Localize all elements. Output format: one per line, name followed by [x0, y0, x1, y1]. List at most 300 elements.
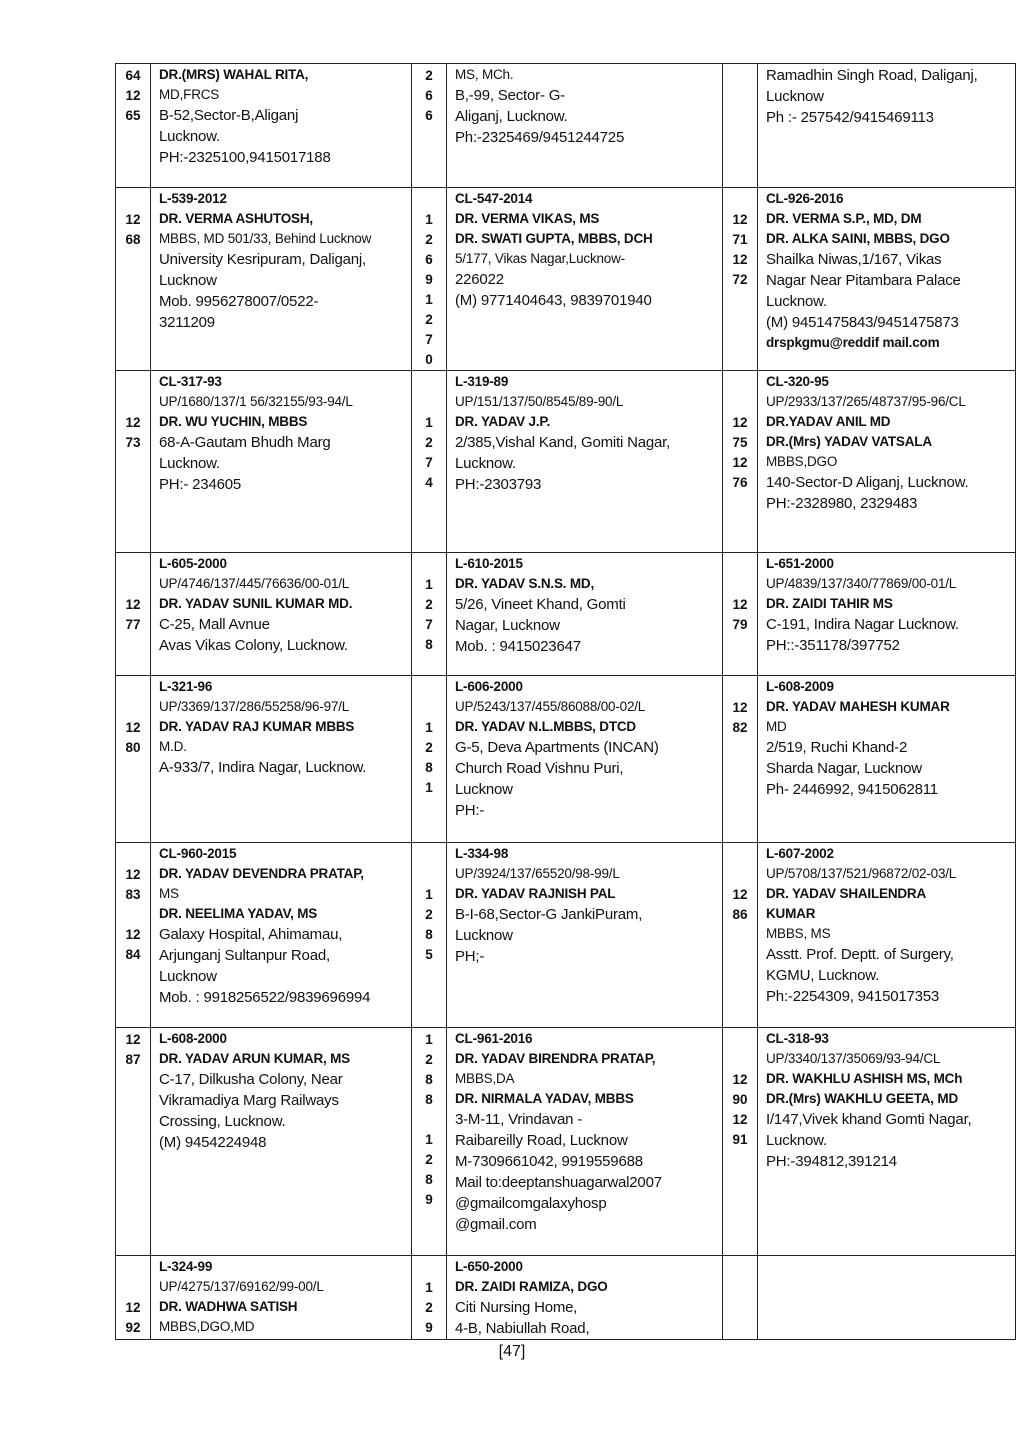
entry-line: L-324-99: [159, 1259, 213, 1274]
serial-number-digit: [116, 393, 150, 413]
serial-number-digit: 1: [425, 212, 433, 227]
serial-number-digit: 12: [732, 700, 748, 715]
serial-number-digit: 9: [425, 1320, 433, 1335]
directory-row: [116, 676, 1016, 843]
doctor-entry-cell: [758, 553, 1016, 676]
entry-line: Nagar Near Pitambara Palace: [766, 272, 961, 289]
serial-number-digit: 2: [425, 907, 433, 922]
entry-line: Lucknow: [455, 781, 513, 798]
serial-number-digit: 12: [732, 455, 748, 470]
entry-line: DR. YADAV ARUN KUMAR, MS: [159, 1051, 350, 1066]
doctor-entry-cell: [447, 1028, 723, 1256]
entry-line: DR. YADAV N.L.MBBS, DTCD: [455, 719, 636, 734]
entry-line: PH:- 234605: [159, 476, 242, 493]
entry-line: (M) 9771404643, 9839701940: [455, 292, 652, 309]
doctor-entry-cell: [758, 676, 1016, 843]
entry-line: PH::-351178/397752: [766, 637, 900, 654]
serial-number-digit: [723, 1030, 757, 1050]
serial-number-digit: [116, 698, 150, 718]
entry-line: CL-960-2015: [159, 846, 237, 861]
entry-line: MD: [766, 719, 787, 734]
entry-line: L-608-2000: [159, 1031, 227, 1046]
entry-line: C-25, Mall Avnue: [159, 616, 270, 633]
directory-row: [116, 188, 1016, 371]
entry-line: @gmail.com: [455, 1216, 537, 1233]
doctor-entry-cell: [758, 64, 1016, 188]
directory-row: [116, 553, 1016, 676]
entry-line: MBBS,DGO: [766, 454, 838, 469]
doctor-entry-cell: [758, 1028, 1016, 1256]
entry-line: Citi Nursing Home,: [455, 1299, 578, 1316]
entry-line: UP/151/137/50/8545/89-90/L: [455, 394, 624, 409]
entry-line: DR. YADAV BIRENDRA PRATAP,: [455, 1051, 656, 1066]
entry-line: Lucknow.: [159, 128, 220, 145]
serial-number-digit: 68: [125, 232, 141, 247]
entry-line: DR.(Mrs) YADAV VATSALA: [766, 434, 932, 449]
serial-number-cell: [412, 676, 447, 843]
serial-number-digit: 1: [425, 577, 433, 592]
entry-line: PH:-2328980, 2329483: [766, 495, 918, 512]
serial-number-digit: [412, 190, 446, 210]
entry-line: CL-961-2016: [455, 1031, 533, 1046]
serial-number-digit: 4: [425, 475, 433, 490]
serial-number-digit: 87: [125, 1052, 141, 1067]
serial-number-digit: 12: [732, 597, 748, 612]
entry-line: @gmailcomgalaxyhosp: [455, 1195, 607, 1212]
entry-line: M.D.: [159, 739, 187, 754]
entry-line: PH:-394812,391214: [766, 1153, 897, 1170]
serial-number-digit: 12: [732, 415, 748, 430]
entry-line: L-321-96: [159, 679, 213, 694]
entry-line: L-605-2000: [159, 556, 227, 571]
entry-line: UP/3369/137/286/55258/96-97/L: [159, 699, 350, 714]
serial-number-digit: 12: [125, 597, 141, 612]
serial-number-cell: [723, 371, 758, 553]
entry-line: L-539-2012: [159, 191, 227, 206]
entry-line: CL-926-2016: [766, 191, 844, 206]
entry-line: DR.(MRS) WAHAL RITA,: [159, 67, 309, 82]
serial-number-digit: 6: [425, 108, 433, 123]
entry-line: 2/385,Vishal Kand, Gomiti Nagar,: [455, 434, 671, 451]
serial-number-cell: [116, 843, 151, 1028]
entry-line: UP/2933/137/265/48737/95-96/CL: [766, 394, 966, 409]
serial-number-cell: [116, 1028, 151, 1256]
entry-line: PH:-: [455, 802, 485, 819]
entry-line: Mob. : 9918256522/9839696994: [159, 989, 371, 1006]
entry-line: L-610-2015: [455, 556, 523, 571]
entry-line: DR. NIRMALA YADAV, MBBS: [455, 1091, 634, 1106]
entry-line: DR. YADAV SHAILENDRA: [766, 886, 927, 901]
serial-number-digit: 72: [732, 272, 748, 287]
entry-line: L-651-2000: [766, 556, 834, 571]
serial-number-digit: 1: [425, 780, 433, 795]
serial-number-digit: 91: [732, 1132, 748, 1147]
serial-number-cell: [723, 843, 758, 1028]
entry-line: KGMU, Lucknow.: [766, 967, 880, 984]
entry-line: DR. YADAV J.P.: [455, 414, 550, 429]
serial-number-cell: [412, 843, 447, 1028]
entry-line: Lucknow.: [159, 455, 220, 472]
doctor-entry-cell: [447, 553, 723, 676]
doctor-entry-cell: [447, 843, 723, 1028]
directory-row: [116, 1028, 1016, 1256]
entry-line: MS, MCh.: [455, 67, 514, 82]
entry-line: Shailka Niwas,1/167, Vikas: [766, 251, 942, 268]
serial-number-digit: [723, 1050, 757, 1070]
serial-number-digit: 75: [732, 435, 748, 450]
serial-number-digit: 1: [425, 1032, 433, 1047]
entry-line: DR. WU YUCHIN, MBBS: [159, 414, 308, 429]
serial-number-digit: 6: [425, 252, 433, 267]
entry-line: MS: [159, 886, 179, 901]
serial-number-digit: [723, 865, 757, 885]
entry-line: A-933/7, Indira Nagar, Lucknow.: [159, 759, 367, 776]
entry-line: UP/4746/137/445/76636/00-01/L: [159, 576, 350, 591]
entry-line: DR.YADAV ANIL MD: [766, 414, 891, 429]
entry-line: Lucknow: [159, 272, 217, 289]
entry-line: DR. VERMA ASHUTOSH,: [159, 211, 313, 226]
page-number: [47]: [498, 1343, 526, 1360]
entry-line: DR. YADAV S.N.S. MD,: [455, 576, 595, 591]
doctor-entry-cell: [758, 188, 1016, 371]
serial-number-digit: 2: [425, 232, 433, 247]
doctor-entry-cell: [758, 843, 1016, 1028]
serial-number-digit: 12: [125, 212, 141, 227]
serial-number-digit: 2: [425, 68, 433, 83]
serial-number-digit: [412, 845, 446, 865]
serial-number-digit: 73: [125, 435, 141, 450]
serial-number-digit: 1: [425, 1132, 433, 1147]
serial-number-digit: [412, 555, 446, 575]
serial-number-digit: 12: [732, 1112, 748, 1127]
entry-line: DR. VERMA VIKAS, MS: [455, 211, 600, 226]
entry-line: MBBS, MS: [766, 926, 831, 941]
entry-line: UP/4839/137/340/77869/00-01/L: [766, 576, 957, 591]
entry-line: Ramadhin Singh Road, Daliganj,: [766, 67, 978, 84]
entry-line: Sharda Nagar, Lucknow: [766, 760, 922, 777]
directory-row: [116, 1256, 1016, 1340]
serial-number-digit: [116, 190, 150, 210]
entry-line: Mob. : 9415023647: [455, 638, 581, 655]
entry-line: DR. WADHWA SATISH: [159, 1299, 298, 1314]
serial-number-digit: 5: [425, 947, 433, 962]
entry-line: DR. NEELIMA YADAV, MS: [159, 906, 318, 921]
serial-number-digit: [723, 393, 757, 413]
serial-number-cell: [116, 553, 151, 676]
entry-line: 5/177, Vikas Nagar,Lucknow-: [455, 251, 625, 266]
doctor-entry-cell: [447, 188, 723, 371]
serial-number-cell: [723, 188, 758, 371]
entry-line: Mob. 9956278007/0522-: [159, 293, 319, 310]
serial-number-digit: 12: [125, 415, 141, 430]
serial-number-digit: 2: [425, 1052, 433, 1067]
serial-number-digit: 12: [732, 887, 748, 902]
doctor-directory-table: [115, 63, 1016, 1340]
entry-line: DR. ZAIDI TAHIR MS: [766, 596, 893, 611]
entry-line: Mail to:deeptanshuagarwal2007: [455, 1174, 662, 1191]
doctor-entry-cell: [447, 1256, 723, 1340]
entry-line: L-334-98: [455, 846, 509, 861]
entry-line: Vikramadiya Marg Railways: [159, 1092, 339, 1109]
serial-number-digit: [723, 555, 757, 575]
entry-line: Lucknow.: [766, 1132, 827, 1149]
serial-number-cell: [723, 676, 758, 843]
serial-number-cell: [116, 676, 151, 843]
entry-line: Lucknow.: [455, 455, 516, 472]
serial-number-digit: 12: [125, 867, 141, 882]
serial-number-digit: [412, 1258, 446, 1278]
directory-row: [116, 843, 1016, 1028]
entry-line: Lucknow: [159, 968, 217, 985]
serial-number-digit: 6: [425, 88, 433, 103]
entry-line: C-17, Dilkusha Colony, Near: [159, 1071, 343, 1088]
serial-number-cell: [723, 553, 758, 676]
serial-number-digit: [116, 845, 150, 865]
serial-number-cell: [412, 1028, 447, 1256]
serial-number-cell: [116, 188, 151, 371]
doctor-entry-cell: [151, 676, 412, 843]
serial-number-digit: 1: [425, 292, 433, 307]
serial-number-cell: [412, 371, 447, 553]
serial-number-digit: 65: [125, 108, 141, 123]
serial-number-digit: 8: [425, 1092, 433, 1107]
directory-row: [116, 64, 1016, 188]
serial-number-digit: [116, 1278, 150, 1298]
serial-number-digit: 80: [125, 740, 141, 755]
serial-number-digit: 71: [732, 232, 748, 247]
serial-number-digit: 82: [732, 720, 748, 735]
serial-number-cell: [412, 188, 447, 371]
entry-line: Asstt. Prof. Deptt. of Surgery,: [766, 946, 954, 963]
doctor-entry-cell: [447, 676, 723, 843]
serial-number-digit: [116, 373, 150, 393]
serial-number-digit: [412, 393, 446, 413]
entry-line: Lucknow: [455, 927, 513, 944]
entry-line: University Kesripuram, Daliganj,: [159, 251, 367, 268]
entry-line: PH:-2303793: [455, 476, 542, 493]
entry-line: L-608-2009: [766, 679, 834, 694]
doctor-entry-cell: [151, 843, 412, 1028]
doctor-entry-cell: [151, 64, 412, 188]
serial-number-digit: 12: [732, 1072, 748, 1087]
entry-line: UP/3924/137/65520/98-99/L: [455, 866, 620, 881]
doctor-entry-cell: [758, 371, 1016, 553]
entry-line: UP/5243/137/455/86088/00-02/L: [455, 699, 646, 714]
serial-number-digit: [723, 575, 757, 595]
serial-number-digit: [412, 1110, 446, 1130]
serial-number-digit: 83: [125, 887, 141, 902]
serial-number-digit: 12: [732, 252, 748, 267]
entry-line: DR. ZAIDI RAMIZA, DGO: [455, 1279, 608, 1294]
entry-line: CL-317-93: [159, 374, 222, 389]
entry-line: 5/26, Vineet Khand, Gomti: [455, 596, 626, 613]
serial-number-digit: 2: [425, 740, 433, 755]
serial-number-digit: 2: [425, 312, 433, 327]
serial-number-digit: [412, 678, 446, 698]
serial-number-digit: [412, 373, 446, 393]
serial-number-cell: [723, 64, 758, 188]
serial-number-digit: 8: [425, 1172, 433, 1187]
serial-number-digit: [412, 865, 446, 885]
entry-line: MBBS,DA: [455, 1071, 515, 1086]
entry-line: Aliganj, Lucknow.: [455, 108, 568, 125]
entry-line: B-I-68,Sector-G JankiPuram,: [455, 906, 643, 923]
serial-number-digit: 77: [125, 617, 141, 632]
entry-line: C-191, Indira Nagar Lucknow.: [766, 616, 959, 633]
entry-line: Lucknow: [766, 88, 824, 105]
serial-number-digit: 8: [425, 1072, 433, 1087]
entry-line: CL-547-2014: [455, 191, 533, 206]
entry-line: MBBS,DGO,MD: [159, 1319, 255, 1334]
entry-line: Crossing, Lucknow.: [159, 1113, 286, 1130]
serial-number-digit: 0: [425, 352, 433, 367]
doctor-entry-cell: [151, 371, 412, 553]
entry-line: UP/3340/137/35069/93-94/CL: [766, 1051, 941, 1066]
entry-line: MBBS, MD 501/33, Behind Lucknow: [159, 231, 372, 246]
entry-line: (M) 9454224948: [159, 1134, 267, 1151]
entry-line: 4-B, Nabiullah Road,: [455, 1320, 590, 1337]
entry-line: DR. YADAV MAHESH KUMAR: [766, 699, 950, 714]
serial-number-digit: 8: [425, 637, 433, 652]
serial-number-digit: 7: [425, 617, 433, 632]
serial-number-digit: 9: [425, 272, 433, 287]
serial-number-digit: 7: [425, 332, 433, 347]
serial-number-digit: 12: [125, 1300, 141, 1315]
directory-table-body: [116, 64, 1016, 1340]
serial-number-digit: 92: [125, 1320, 141, 1335]
serial-number-digit: [116, 555, 150, 575]
entry-line: B,-99, Sector- G-: [455, 87, 565, 104]
entry-line: DR. VERMA S.P., MD, DM: [766, 211, 922, 226]
serial-number-digit: 1: [425, 1280, 433, 1295]
directory-row: [116, 371, 1016, 553]
entry-line: 2/519, Ruchi Khand-2: [766, 739, 908, 756]
entry-line: G-5, Deva Apartments (INCAN): [455, 739, 659, 756]
entry-line: Ph:-2325469/9451244725: [455, 129, 625, 146]
entry-line: 226022: [455, 271, 504, 288]
serial-number-digit: 12: [125, 1032, 141, 1047]
entry-line: PH;-: [455, 948, 485, 965]
serial-number-digit: [116, 678, 150, 698]
serial-number-digit: [723, 373, 757, 393]
entry-line: Ph:-2254309, 9415017353: [766, 988, 940, 1005]
serial-number-cell: [412, 64, 447, 188]
entry-line: KUMAR: [766, 906, 816, 921]
serial-number-digit: 84: [125, 947, 141, 962]
entry-line: DR. YADAV RAJNISH PAL: [455, 886, 616, 901]
serial-number-digit: 12: [732, 212, 748, 227]
serial-number-cell: [116, 64, 151, 188]
serial-number-digit: 12: [125, 927, 141, 942]
serial-number-digit: 12: [125, 88, 141, 103]
serial-number-digit: 8: [425, 760, 433, 775]
doctor-entry-cell: [151, 1028, 412, 1256]
doctor-entry-cell: [447, 371, 723, 553]
entry-line: Arjunganj Sultanpur Road,: [159, 947, 330, 964]
serial-number-cell: [723, 1256, 758, 1340]
entry-line: DR.(Mrs) WAKHLU GEETA, MD: [766, 1091, 958, 1106]
serial-number-digit: [723, 845, 757, 865]
entry-line: (M) 9451475843/9451475873: [766, 314, 959, 331]
entry-line: 3-M-11, Vrindavan -: [455, 1111, 583, 1128]
serial-number-cell: [412, 1256, 447, 1340]
doctor-entry-cell: [447, 64, 723, 188]
serial-number-digit: [116, 1258, 150, 1278]
serial-number-digit: [412, 698, 446, 718]
serial-number-digit: 1: [425, 720, 433, 735]
entry-line: B-52,Sector-B,Aliganj: [159, 107, 299, 124]
entry-line: UP/5708/137/521/96872/02-03/L: [766, 866, 957, 881]
entry-line: Raibareilly Road, Lucknow: [455, 1132, 628, 1149]
entry-line: CL-318-93: [766, 1031, 829, 1046]
doctor-entry-cell: [151, 188, 412, 371]
entry-line: DR. YADAV RAJ KUMAR MBBS: [159, 719, 355, 734]
entry-line: Nagar, Lucknow: [455, 617, 560, 634]
serial-number-cell: [116, 1256, 151, 1340]
entry-line: L-650-2000: [455, 1259, 523, 1274]
entry-line: Avas Vikas Colony, Lucknow.: [159, 637, 348, 654]
entry-line: DR. YADAV DEVENDRA PRATAP,: [159, 866, 364, 881]
serial-number-digit: 1: [425, 415, 433, 430]
entry-line: 68-A-Gautam Bhudh Marg: [159, 434, 331, 451]
entry-line: L-319-89: [455, 374, 509, 389]
entry-line: MD,FRCS: [159, 87, 220, 102]
serial-number-digit: 7: [425, 455, 433, 470]
serial-number-cell: [116, 371, 151, 553]
entry-line: Ph :- 257542/9415469113: [766, 109, 934, 126]
entry-line: L-607-2002: [766, 846, 834, 861]
serial-number-digit: 2: [425, 597, 433, 612]
serial-number-digit: 2: [425, 1300, 433, 1315]
entry-line: CL-320-95: [766, 374, 829, 389]
entry-line: I/147,Vivek khand Gomti Nagar,: [766, 1111, 972, 1128]
entry-line: DR. YADAV SUNIL KUMAR MD.: [159, 596, 353, 611]
doctor-entry-cell: [151, 553, 412, 676]
entry-line: UP/4275/137/69162/99-00/L: [159, 1279, 324, 1294]
serial-number-digit: 90: [732, 1092, 748, 1107]
entry-line: Galaxy Hospital, Ahimamau,: [159, 926, 343, 943]
entry-line: UP/1680/137/1 56/32155/93-94/L: [159, 394, 353, 409]
serial-number-digit: 2: [425, 435, 433, 450]
serial-number-digit: 86: [732, 907, 748, 922]
serial-number-digit: 79: [732, 617, 748, 632]
doctor-entry-cell: [758, 1256, 1016, 1340]
serial-number-digit: [116, 905, 150, 925]
entry-line: drspkgmu@reddif mail.com: [766, 335, 940, 350]
serial-number-digit: [116, 575, 150, 595]
entry-line: Lucknow.: [766, 293, 827, 310]
entry-line: DR. WAKHLU ASHISH MS, MCh: [766, 1071, 963, 1086]
entry-line: Ph- 2446992, 9415062811: [766, 781, 938, 798]
entry-line: 140-Sector-D Aliganj, Lucknow.: [766, 474, 969, 491]
entry-line: L-606-2000: [455, 679, 523, 694]
entry-line: DR. ALKA SAINI, MBBS, DGO: [766, 231, 950, 246]
serial-number-cell: [412, 553, 447, 676]
entry-line: PH:-2325100,9415017188: [159, 149, 331, 166]
entry-line: Church Road Vishnu Puri,: [455, 760, 624, 777]
serial-number-digit: 2: [425, 1152, 433, 1167]
serial-number-digit: 1: [425, 887, 433, 902]
serial-number-digit: 76: [732, 475, 748, 490]
serial-number-digit: [723, 190, 757, 210]
serial-number-cell: [723, 1028, 758, 1256]
serial-number-digit: [723, 678, 757, 698]
entry-line: 3211209: [159, 314, 215, 331]
entry-line: DR. SWATI GUPTA, MBBS, DCH: [455, 231, 653, 246]
entry-line: M-7309661042, 9919559688: [455, 1153, 643, 1170]
serial-number-digit: 9: [425, 1192, 433, 1207]
doctor-entry-cell: [151, 1256, 412, 1340]
